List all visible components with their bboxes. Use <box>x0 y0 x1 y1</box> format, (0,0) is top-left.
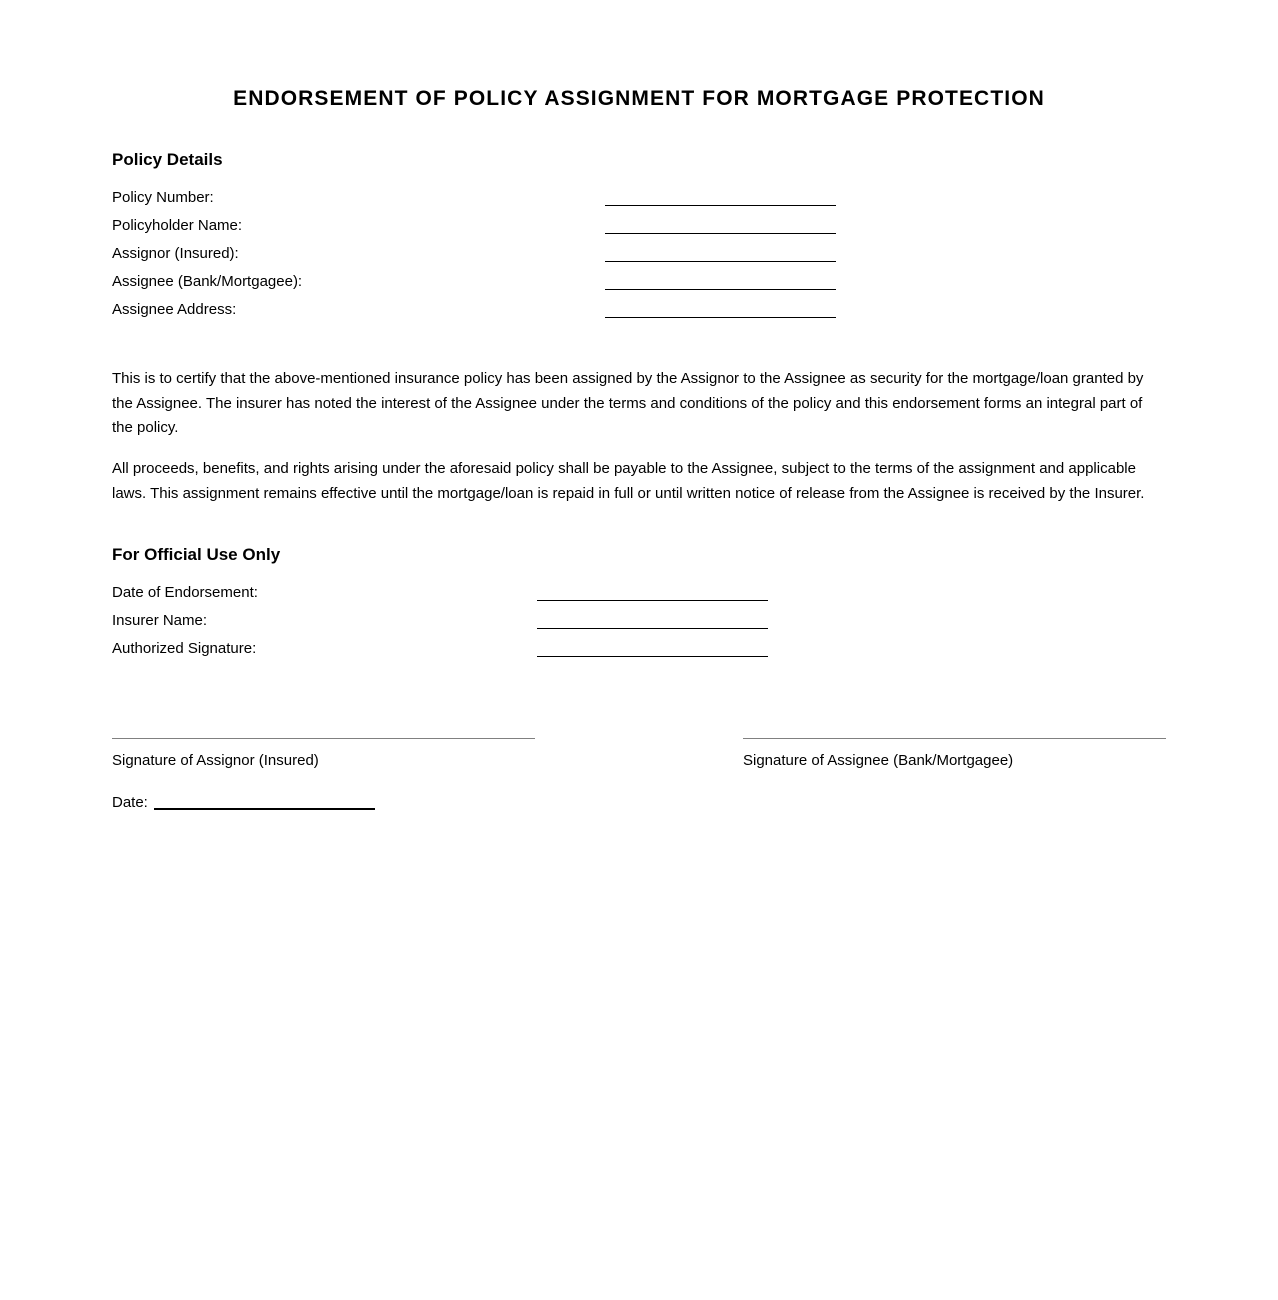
field-row-assignee-address <box>112 300 872 328</box>
date-input[interactable] <box>154 808 375 810</box>
field-label-policyholder-name: Policyholder Name: <box>112 217 243 234</box>
field-row-assignee <box>112 272 872 300</box>
field-label-date-of-endorsement: Date of Endorsement: <box>112 584 258 601</box>
field-input-authorized-signature[interactable] <box>537 656 768 657</box>
field-label-assignor: Assignor (Insured): <box>112 245 239 262</box>
section-heading-official-use: For Official Use Only <box>112 545 281 564</box>
certification-paragraph: This is to certify that the above-mentioned insurance policy has been assigned by the Assignor to the Assignee as security for the mortgage/loan granted by the Assignee. The insurer has noted the interest of the Assignee under the terms and conditions of the policy and this endorsement forms an integral part of the policy. <box>112 370 1144 436</box>
field-row-insurer-name <box>112 611 812 639</box>
field-input-assignee-address[interactable] <box>605 317 836 318</box>
signature-line-assignor[interactable] <box>112 738 535 739</box>
signature-block-assignor <box>112 738 535 771</box>
field-input-assignee[interactable] <box>605 289 836 290</box>
field-row-authorized-signature <box>112 639 812 667</box>
field-input-insurer-name[interactable] <box>537 628 768 629</box>
proceeds-paragraph: All proceeds, benefits, and rights arising under the aforesaid policy shall be payable to the Assignee, subject to the terms of the assignment and applicable laws. This assignment remains effective until the mortgage/loan is repaid in full or until written notice of release from the Assignee is received by the Insurer. <box>112 460 1145 502</box>
field-input-policy-number[interactable] <box>605 205 836 206</box>
field-input-policyholder-name[interactable] <box>605 233 836 234</box>
field-label-authorized-signature: Authorized Signature: <box>112 640 257 657</box>
field-input-date-of-endorsement[interactable] <box>537 600 768 601</box>
section-heading-policy-details: Policy Details <box>112 150 223 169</box>
page-title: ENDORSEMENT OF POLICY ASSIGNMENT FOR MORTGAGE PROTECTION <box>233 87 1045 110</box>
date-row <box>112 793 375 813</box>
signature-line-assignee[interactable] <box>743 738 1166 739</box>
field-row-assignor <box>112 244 872 272</box>
signature-block-assignee <box>743 738 1166 771</box>
field-label-insurer-name: Insurer Name: <box>112 612 208 629</box>
field-row-date-of-endorsement <box>112 583 812 611</box>
field-label-policy-number: Policy Number: <box>112 189 214 206</box>
field-label-assignee: Assignee (Bank/Mortgagee): <box>112 273 303 290</box>
field-row-policy-number <box>112 188 872 216</box>
field-input-assignor[interactable] <box>605 261 836 262</box>
field-row-policyholder-name <box>112 216 872 244</box>
signature-caption-assignor: Signature of Assignor (Insured) <box>112 752 319 769</box>
signature-caption-assignee: Signature of Assignee (Bank/Mortgagee) <box>743 752 1014 769</box>
field-label-assignee-address: Assignee Address: <box>112 301 237 318</box>
date-label: Date: <box>112 794 148 811</box>
